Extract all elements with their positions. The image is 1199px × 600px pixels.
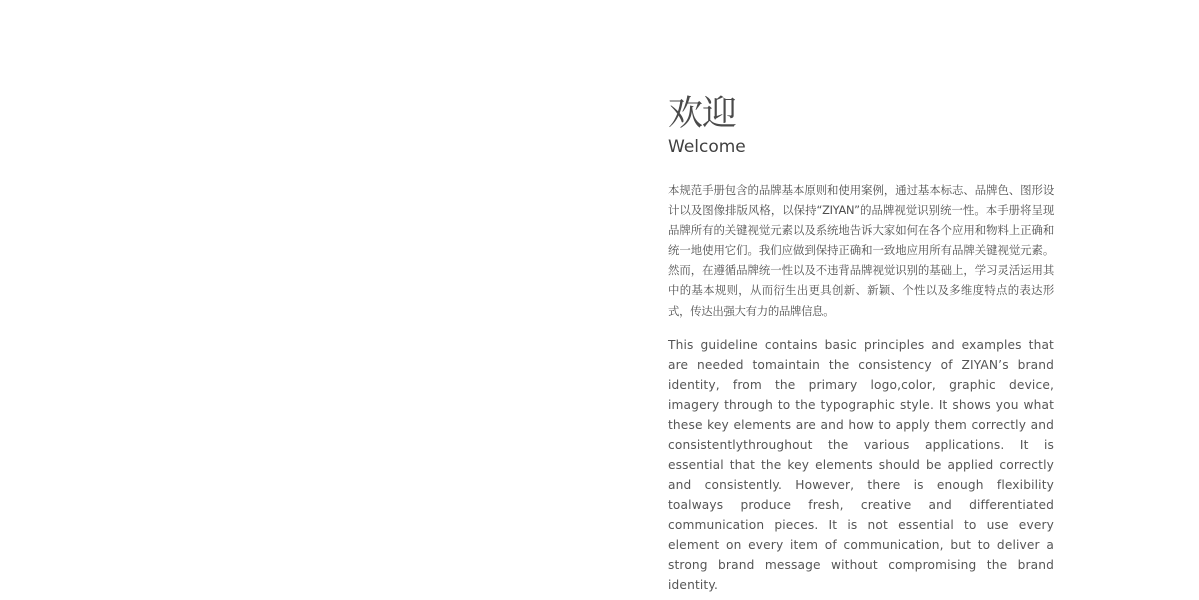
page-title-english: Welcome [668,137,746,157]
welcome-section [668,92,1054,595]
intro-paragraph-english: This guideline contains basic principles and examples that are needed tomaintain the consistency of ZIYAN’s brand identity, from the primary logo,color, graphic device, imagery through to the typographic style. It shows you what these key elements are and how to apply them correctly and consistentlythroughout the various applications. It is essential that the key elements should be applied correctly and consistently. However, there is enough flexibility toalways produce fresh, creative and differentiated communication pieces. It is not essential to use every element on every item of communication, but to deliver a strong brand message without compromising the brand identity. [668,337,1054,592]
page-title-chinese: 欢迎 [668,94,737,134]
intro-paragraph-chinese: 本规范手册包含的品牌基本原则和使用案例，通过基本标志、品牌色、图形设计以及图像排版风格，以保持“ZIYAN”的品牌视觉识别统一性。本手册将呈现品牌所有的关键视觉元素以及系统地告诉大家如何在各个应用和物料上正确和统一地使用它们。我们应做到保持正确和一致地应用所有品牌关键视觉元素。然而，在遵循品牌统一性以及不违背品牌视觉识别的基础上，学习灵活运用其中的基本规则，从而衍生出更具创新、新颖、个性以及多维度特点的表达形式，传达出强大有力的品牌信息。 [668,183,1054,318]
